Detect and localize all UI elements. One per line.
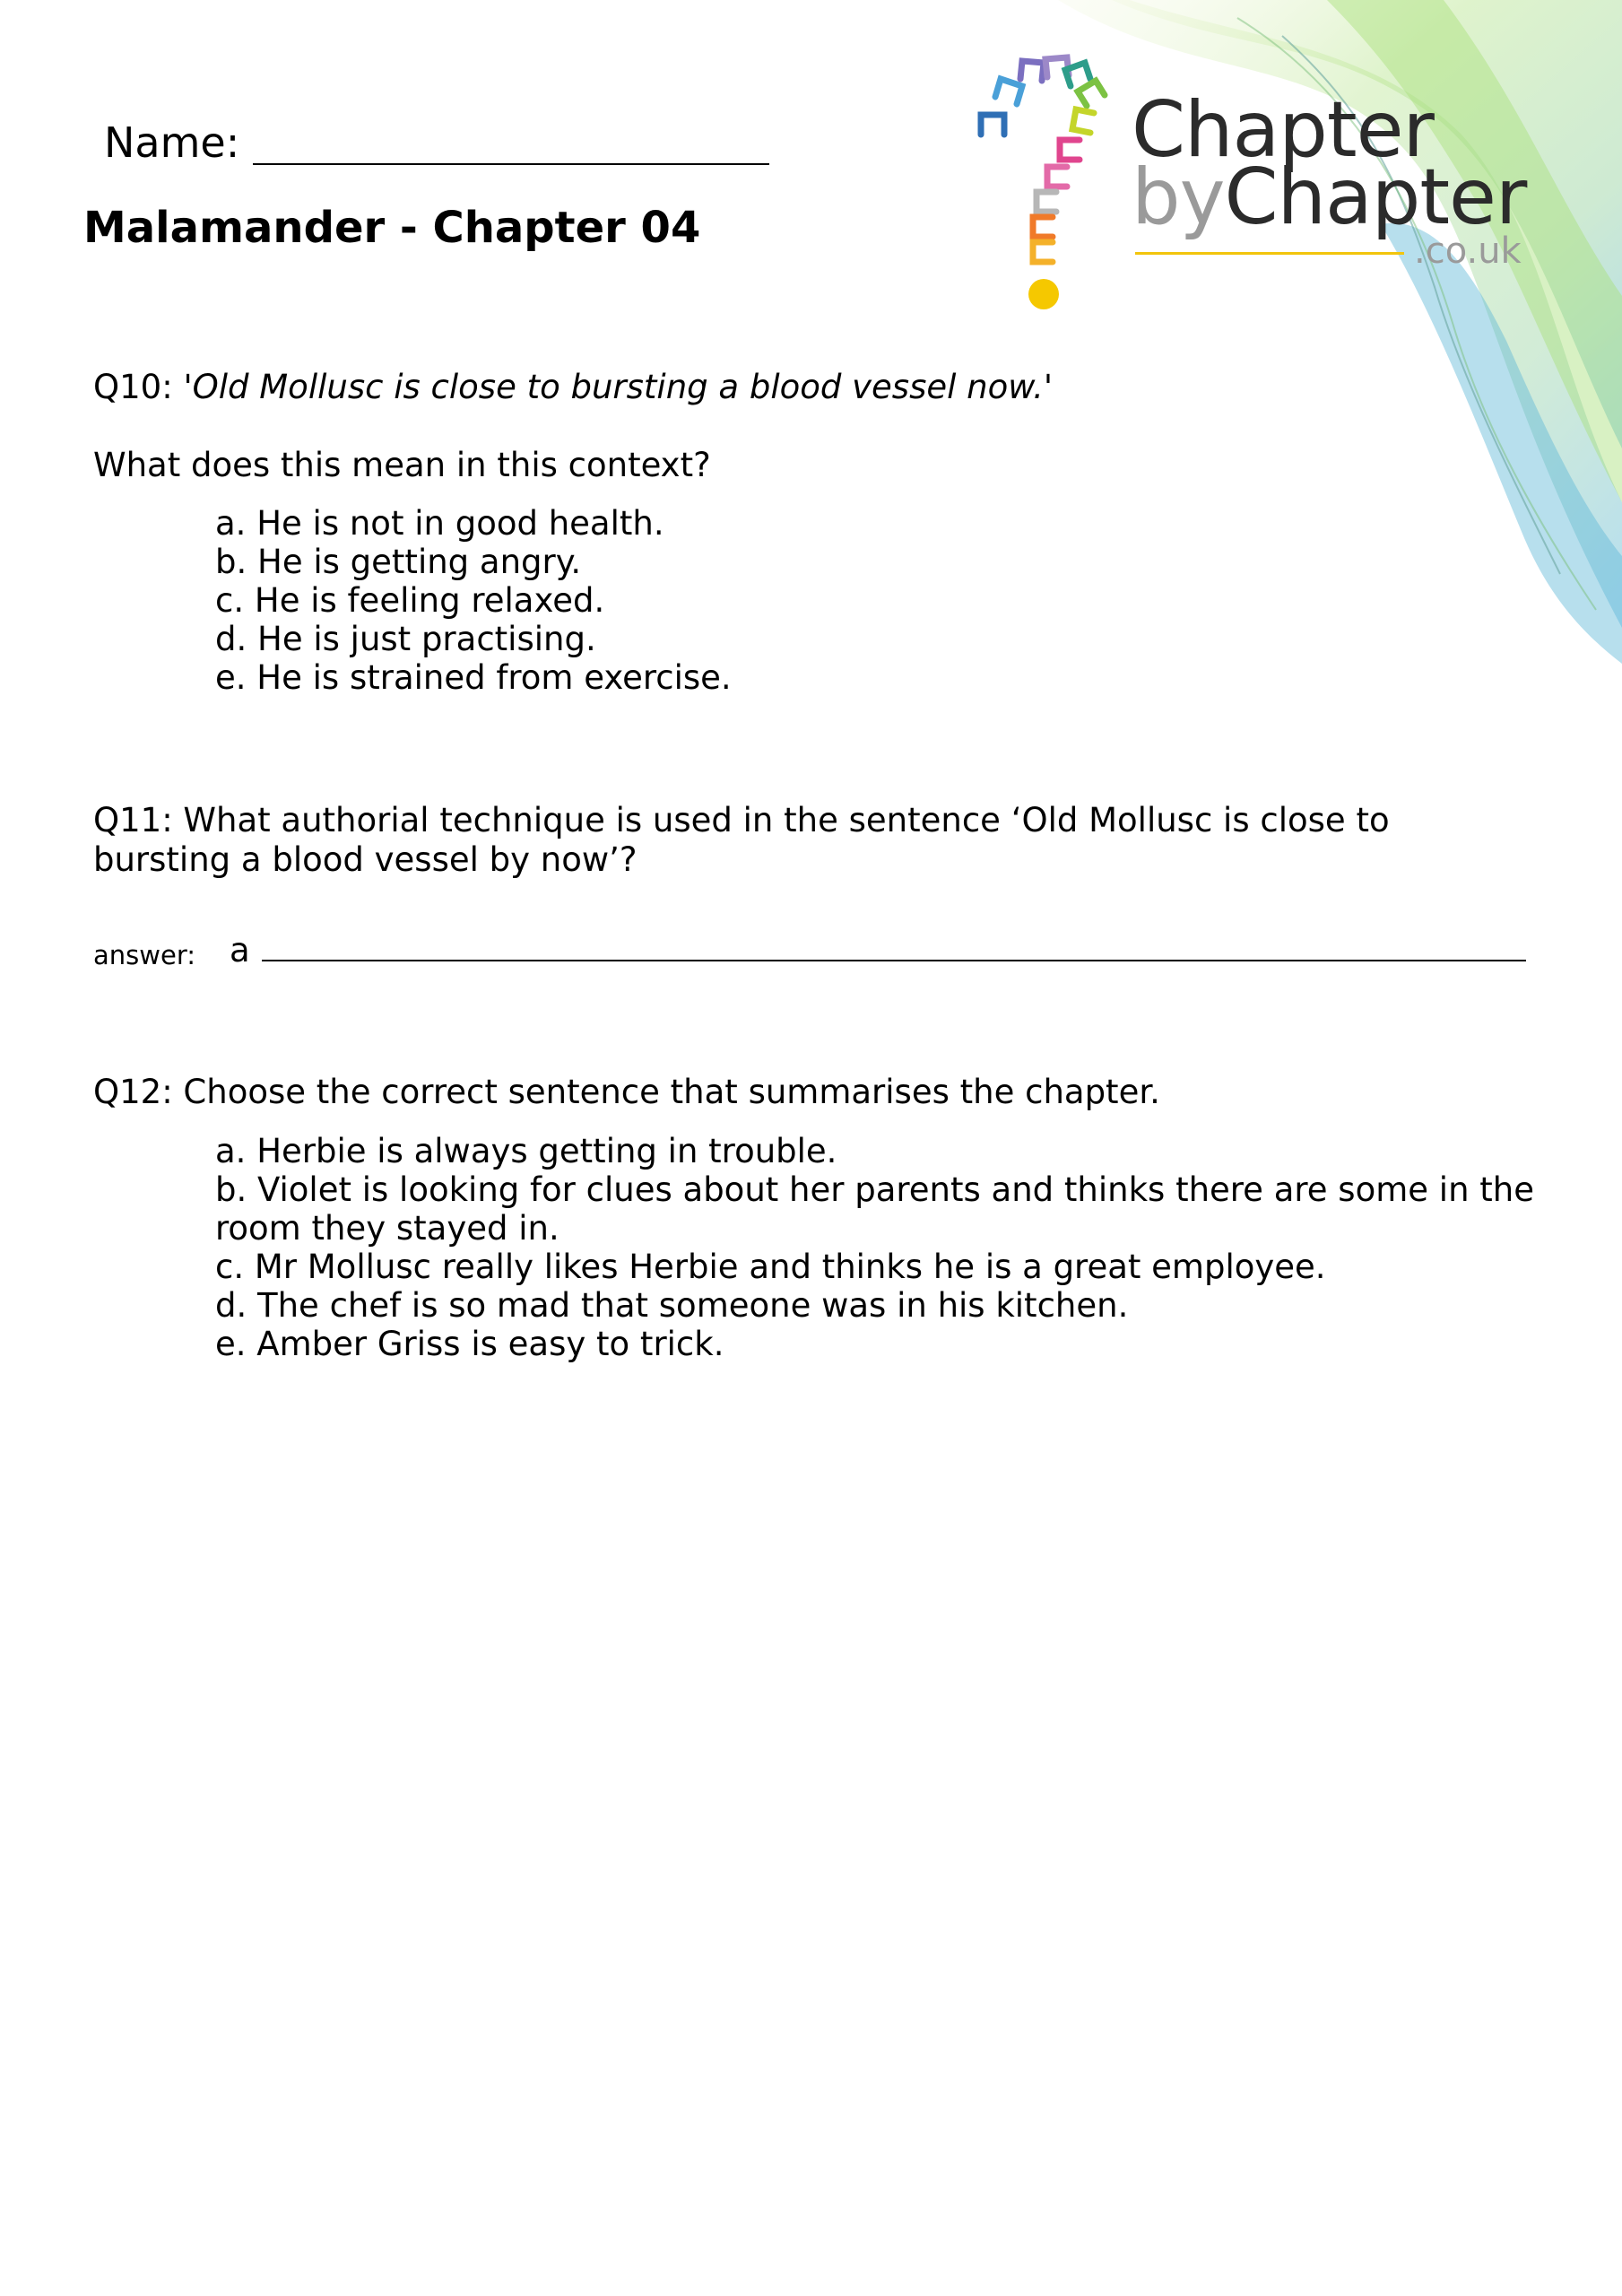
q10-option-d[interactable]: d. He is just practising. <box>215 620 596 658</box>
logo-question-mark-icon <box>968 54 1112 314</box>
q11-answer-value[interactable]: a <box>230 931 250 970</box>
q10-quote: 'Old Mollusc is close to bursting a blood vessel now.' <box>183 368 1054 406</box>
worksheet-title: Malamander - Chapter 04 <box>83 203 701 253</box>
q12-option-c[interactable]: c. Mr Mollusc really likes Herbie and thinks he is a great employee. <box>215 1248 1326 1286</box>
q10-option-e[interactable]: e. He is strained from exercise. <box>215 658 732 697</box>
q12-option-d[interactable]: d. The chef is so mad that someone was in his kitchen. <box>215 1286 1129 1325</box>
logo-wordmark <box>1132 85 1526 274</box>
logo-line-bychapter <box>1132 152 1526 242</box>
logo-underline <box>1135 252 1404 255</box>
name-label: Name: <box>104 118 240 167</box>
q11-answer-line[interactable] <box>262 960 1526 961</box>
q10-prompt <box>93 368 1053 407</box>
q12-option-b[interactable]: b. Violet is looking for clues about her parents and thinks there are some in the room they stayed in. <box>215 1170 1535 1248</box>
logo-domain: .co.uk <box>1414 230 1522 272</box>
q10-option-b[interactable]: b. He is getting angry. <box>215 543 582 581</box>
q12-option-a[interactable]: a. Herbie is always getting in trouble. <box>215 1132 837 1170</box>
q12-question: Q12: Choose the correct sentence that summarises the chapter. <box>93 1073 1160 1111</box>
logo-line-chapter: Chapter <box>1132 85 1434 175</box>
q11-question: Q11: What authorial technique is used in the sentence ‘Old Mollusc is close to bursting a blood vessel by now’? <box>93 801 1390 879</box>
q10-option-c[interactable]: c. He is feeling relaxed. <box>215 581 605 620</box>
name-field-line[interactable] <box>253 163 769 165</box>
q10-question: What does this mean in this context? <box>93 446 711 484</box>
q10-options <box>215 504 732 697</box>
logo-by: by <box>1132 152 1225 242</box>
logo-chapter: Chapter <box>1224 152 1527 242</box>
q12-option-e[interactable]: e. Amber Griss is easy to trick. <box>215 1325 724 1363</box>
q10-option-a[interactable]: a. He is not in good health. <box>215 504 664 543</box>
q11-answer-label: answer: <box>93 940 196 970</box>
q12-options <box>215 1132 1560 1363</box>
q10-label: Q10: <box>93 368 184 406</box>
